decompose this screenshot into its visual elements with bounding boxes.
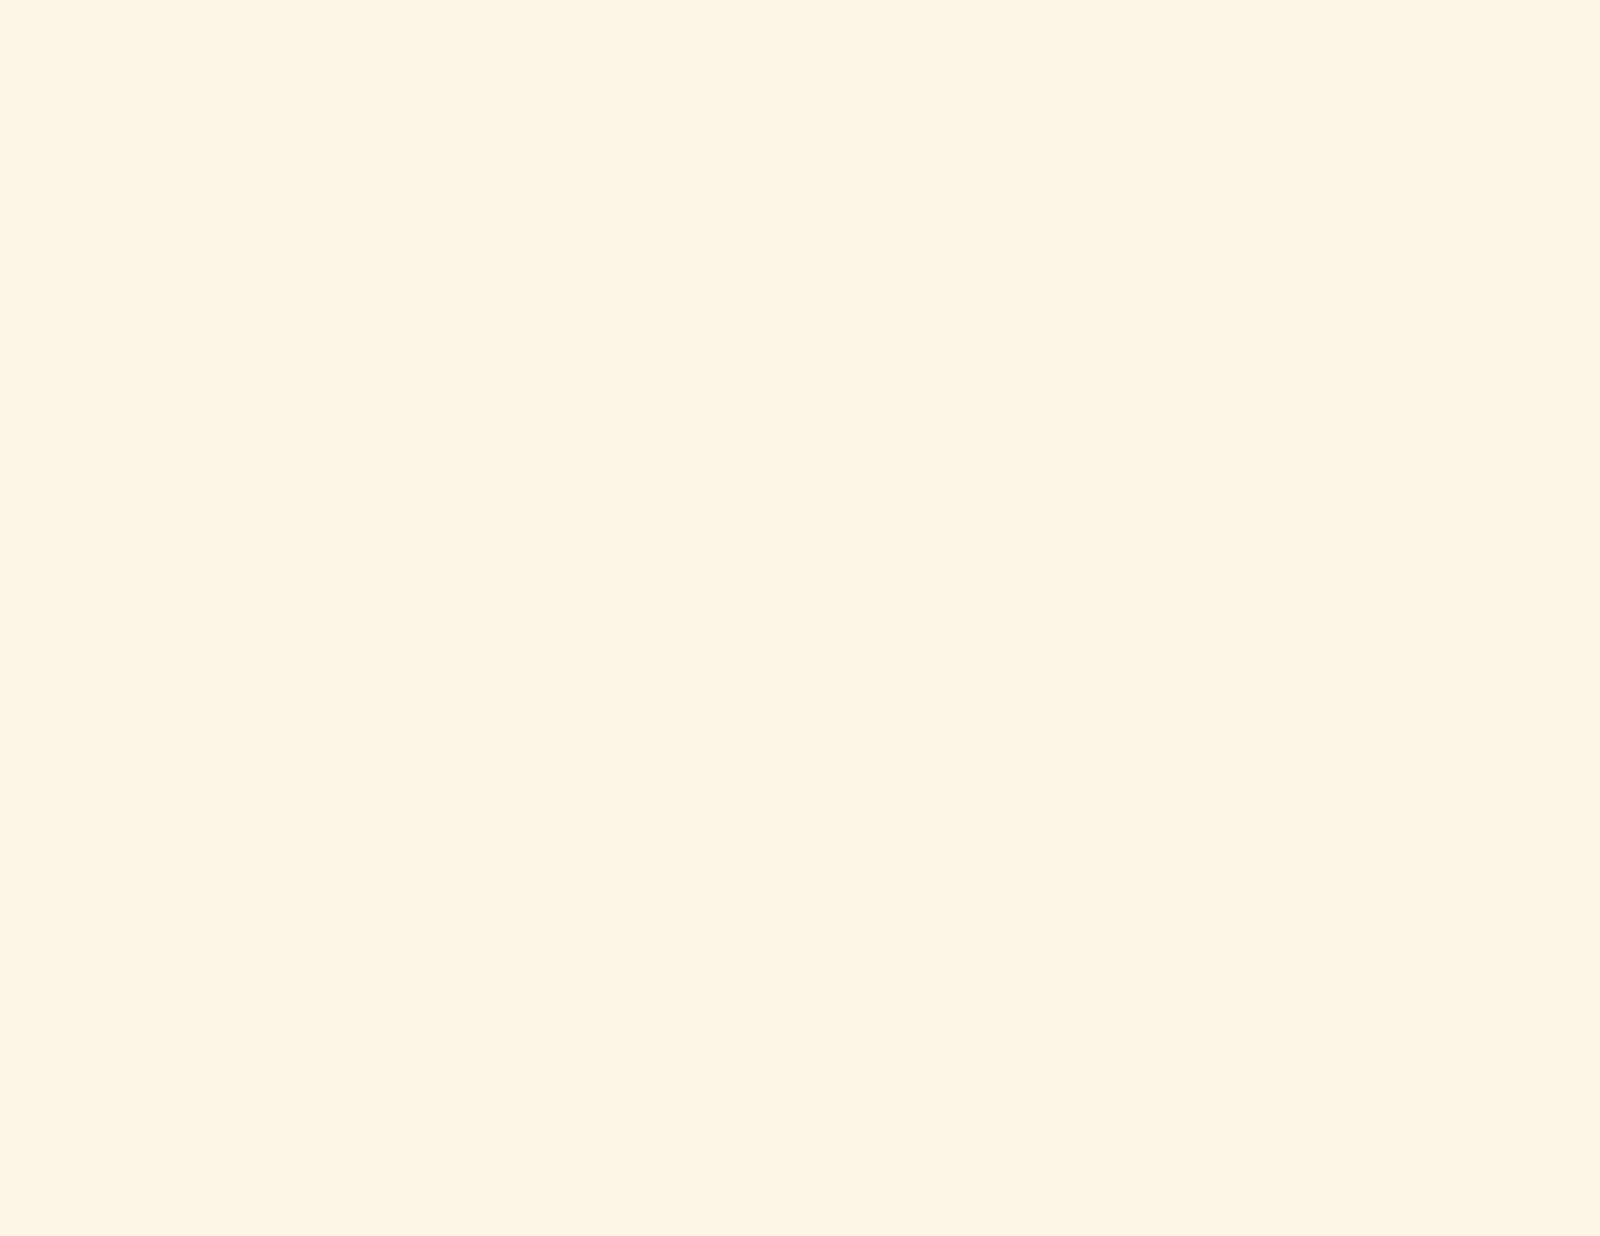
page-number [720,42,880,92]
